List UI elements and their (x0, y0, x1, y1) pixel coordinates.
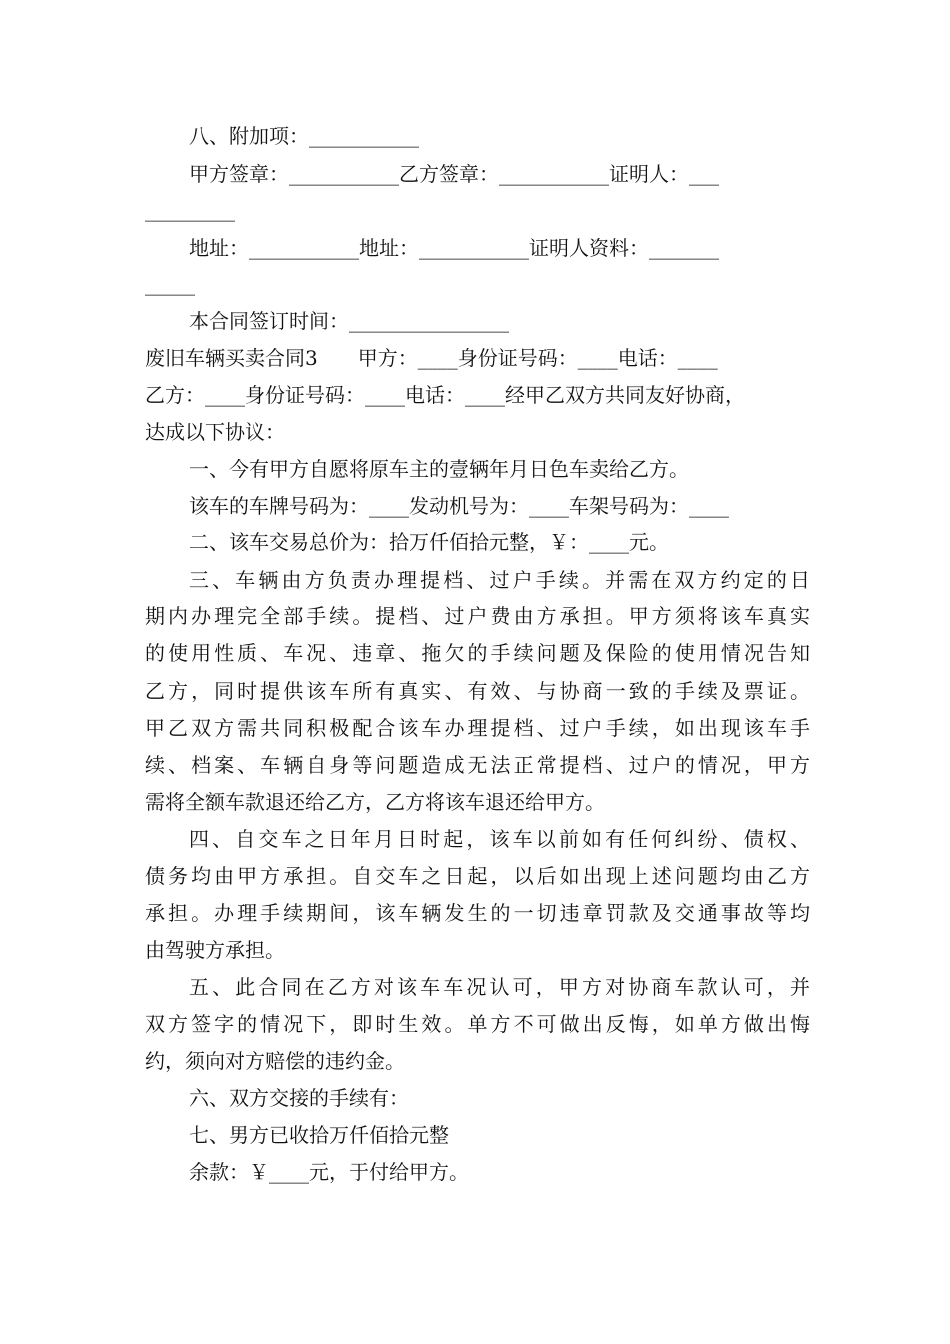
signing-date-line: 本合同签订时间：________________ (189, 309, 509, 333)
clause-5-line-1: 五、此合同在乙方对该车车况认可，甲方对协商车款认可，并 (189, 975, 810, 999)
agreement-intro: 达成以下协议： (145, 420, 285, 444)
vehicle-numbers-line: 该车的车牌号码为：____发动机号为：____车架号码为：____ (189, 494, 729, 518)
clause-4-line-2: 债务均由甲方承担。自交车之日起，以后如出现上述问题均由乙方 (145, 864, 810, 888)
clause-3-line-7: 需将全额车款退还给乙方，乙方将该车退还给甲方。 (145, 790, 605, 814)
addendum-line: 八、附加项：___________ (189, 124, 419, 148)
clause-1: 一、今有甲方自愿将原车主的壹辆年月日色车卖给乙方。 (189, 457, 689, 481)
party-b-line: 乙方：____身份证号码：____电话：____经甲乙双方共同友好协商， (145, 383, 745, 407)
balance-line: 余款：￥____元，于付给甲方。 (189, 1160, 469, 1184)
clause-3-line-5: 甲乙双方需共同积极配合该车办理提档、过户手续，如出现该车手 (145, 716, 810, 740)
clause-2: 二、该车交易总价为：拾万仟佰拾元整，￥：____元。 (189, 530, 669, 554)
clause-6: 六、双方交接的手续有： (189, 1086, 409, 1110)
clause-4-line-3: 承担。办理手续期间，该车辆发生的一切违章罚款及交通事故等均 (145, 901, 810, 925)
address-line: 地址：___________地址：___________证明人资料：_______ (189, 236, 719, 260)
clause-4-line-1: 四、自交车之日年月日时起，该车以前如有任何纠纷、债权、 (189, 827, 810, 851)
clause-5-line-2: 双方签字的情况下，即时生效。单方不可做出反悔，如单方做出悔 (145, 1012, 810, 1036)
clause-3-line-2: 期内办理完全部手续。提档、过户费由方承担。甲方须将该车真实 (145, 604, 810, 628)
clause-5-line-3: 约，须向对方赔偿的违约金。 (145, 1049, 405, 1073)
signature-line: 甲方签章：___________乙方签章：___________证明人：___ (189, 162, 719, 186)
clause-7: 七、男方已收拾万仟佰拾元整 (189, 1123, 449, 1147)
clause-3-line-6: 续、档案、车辆自身等问题造成无法正常提档、过户的情况，甲方 (145, 753, 810, 777)
clause-3-line-1: 三、车辆由方负责办理提档、过户手续。并需在双方约定的日 (189, 568, 810, 592)
contract-heading-party-a: 废旧车辆买卖合同3 甲方：____身份证号码：____电话：____ (145, 346, 718, 370)
clause-4-line-4: 由驾驶方承担。 (145, 938, 285, 962)
address-line-wrap: _____ (145, 272, 195, 296)
clause-3-line-3: 的使用性质、车况、违章、拖欠的手续问题及保险的使用情况告知 (145, 641, 810, 665)
signature-line-wrap: _________ (145, 198, 235, 222)
clause-3-line-4: 乙方，同时提供该车所有真实、有效、与协商一致的手续及票证。 (145, 679, 810, 703)
